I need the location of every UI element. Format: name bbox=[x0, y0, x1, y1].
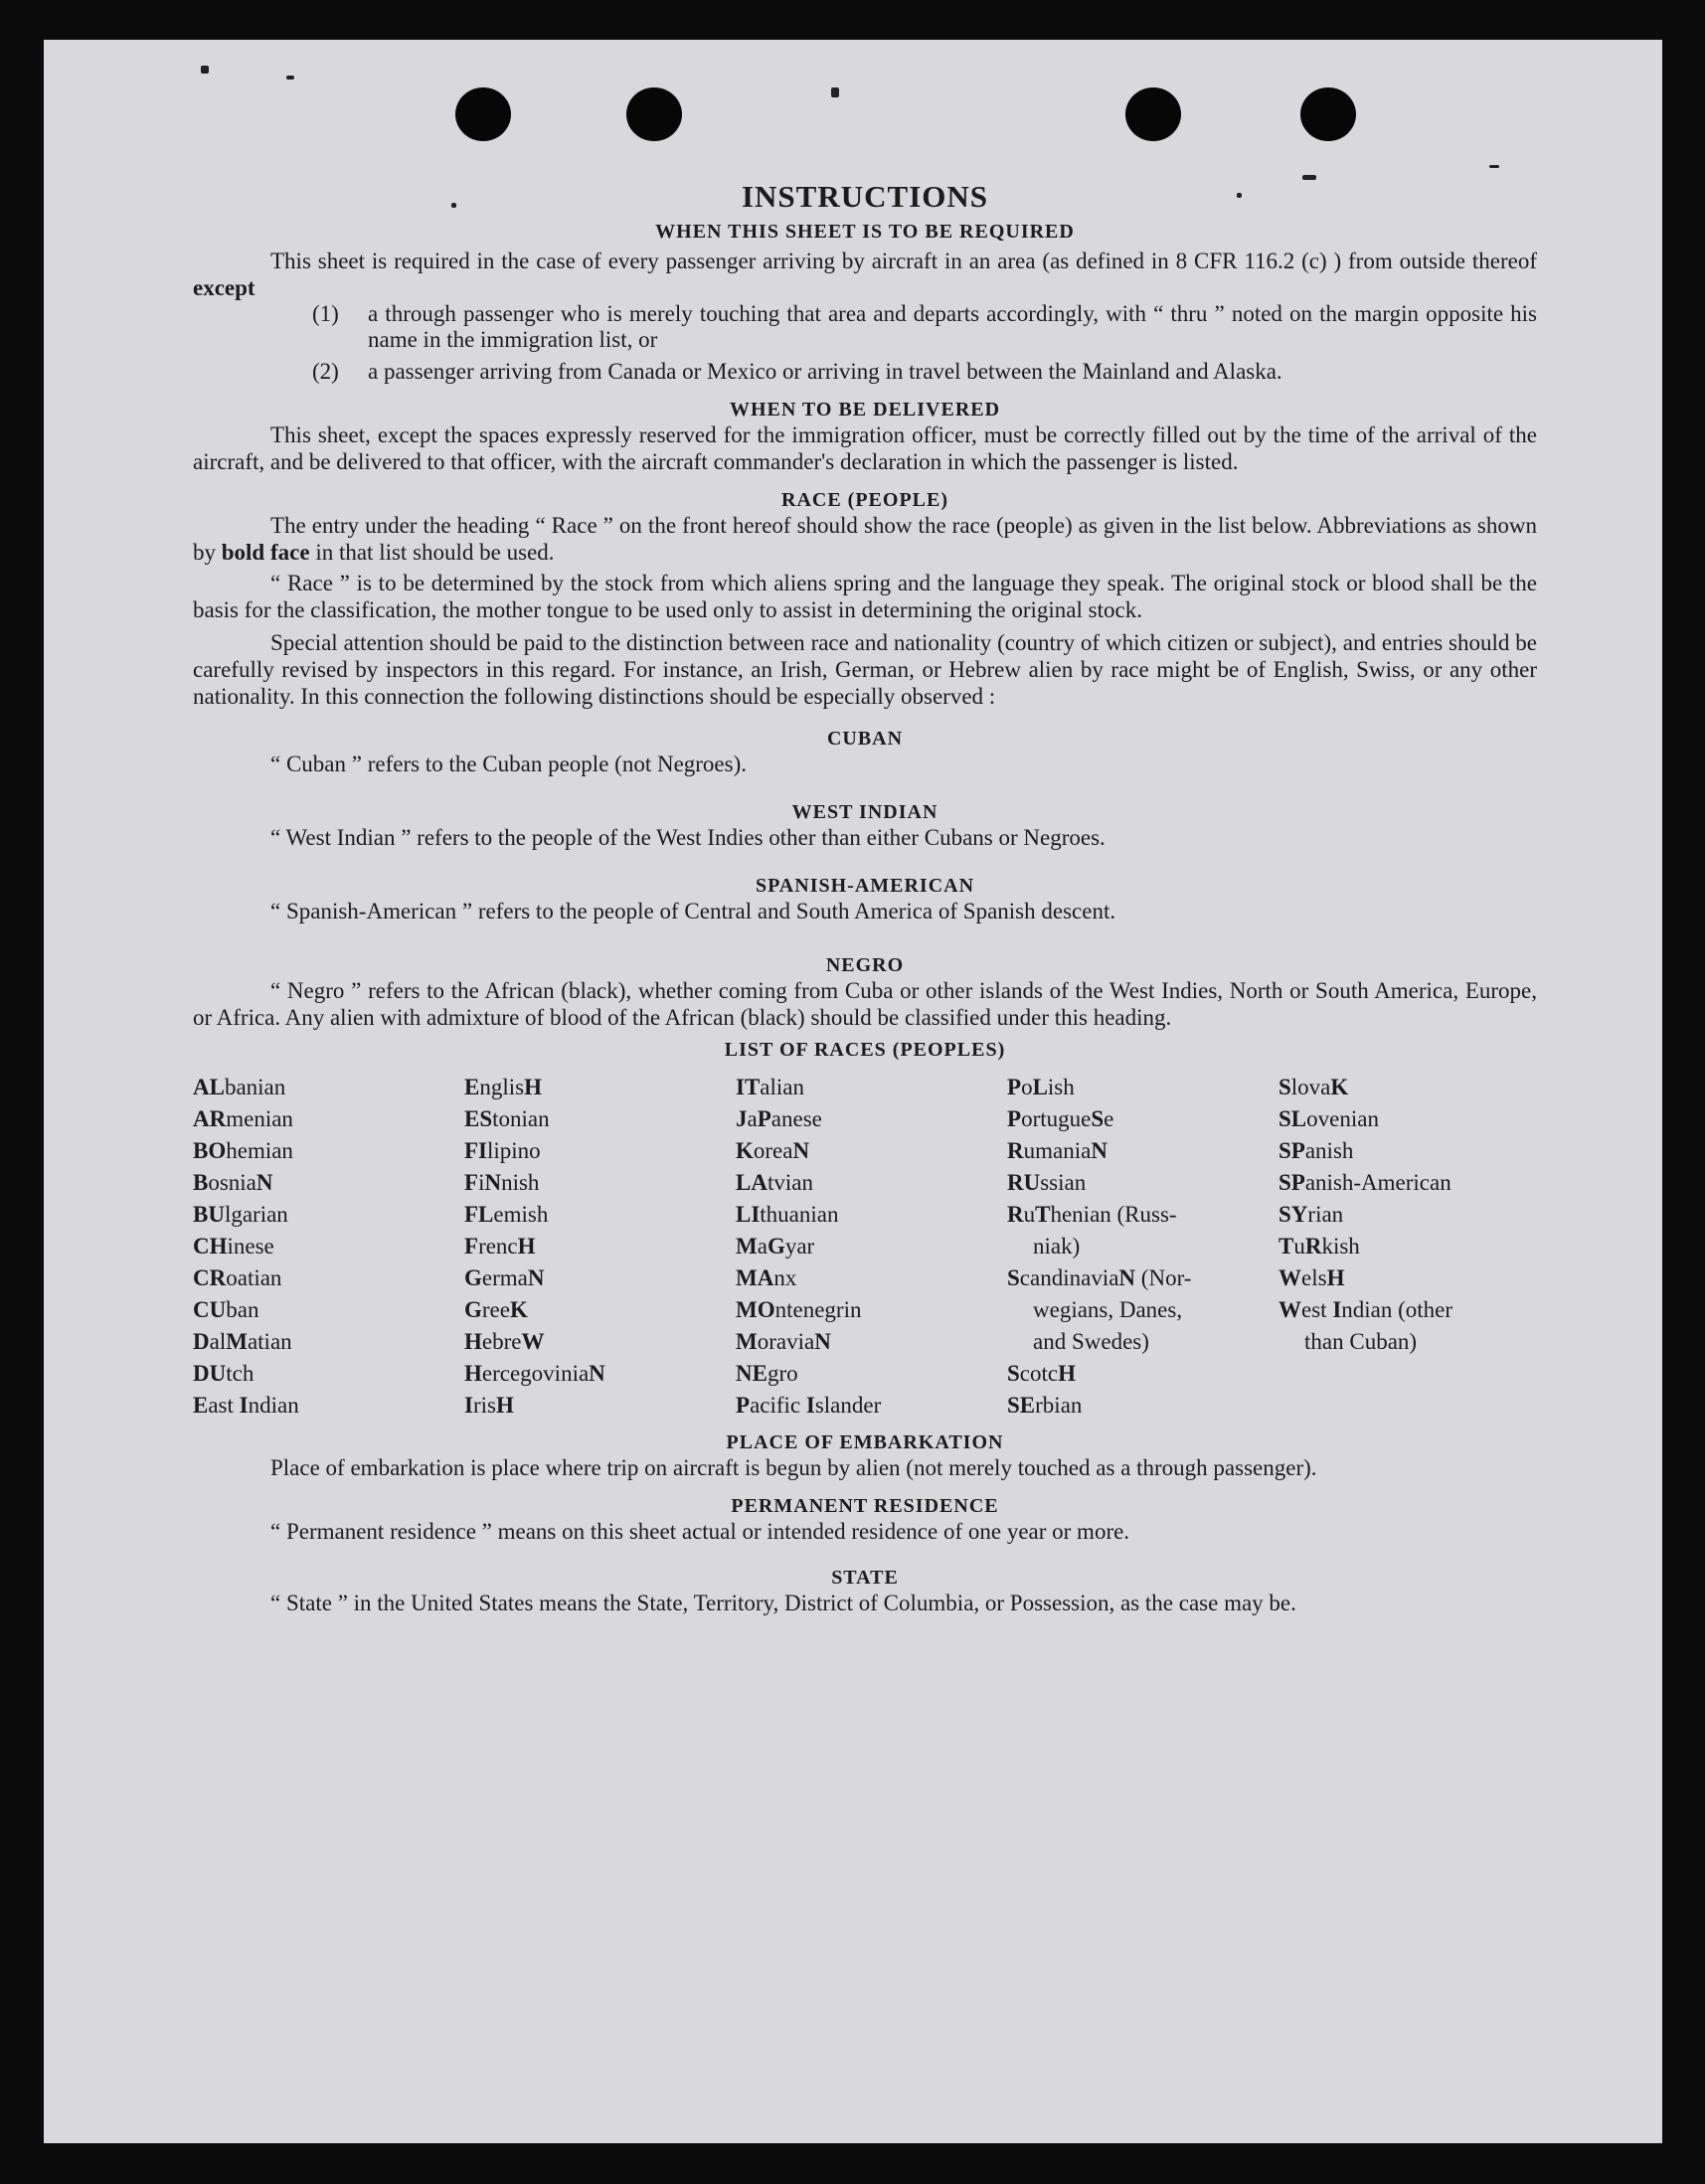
race-abbreviation: E bbox=[193, 1393, 209, 1418]
bold-face-text: bold face bbox=[221, 540, 310, 565]
race-text: ssian bbox=[1040, 1170, 1087, 1195]
heading-west-indian: WEST INDIAN bbox=[791, 801, 938, 823]
paragraph-text: This sheet is required in the case of every passenger arriving by aircraft in an area (as defined in 8 CFR 116.2 (c) ) from outside thereof bbox=[270, 249, 1537, 273]
race-entry bbox=[464, 1199, 736, 1231]
paragraph-state: “ State ” in the United States means the State, Territory, District of Columbia, or Possession, as the case may be. bbox=[270, 1591, 1296, 1615]
race-text: ovenian bbox=[1306, 1106, 1379, 1131]
race-entry bbox=[736, 1326, 1007, 1358]
race-text: lgarian bbox=[224, 1202, 288, 1227]
race-abbreviation: R bbox=[1007, 1202, 1024, 1227]
paragraph-spanish-american: “ Spanish-American ” refers to the people of Central and South America of Spanish descent. bbox=[270, 899, 1116, 924]
race-text: tch bbox=[226, 1361, 255, 1386]
race-abbreviation: ES bbox=[464, 1106, 493, 1131]
races-column bbox=[1007, 1072, 1279, 1422]
race-abbreviation: MO bbox=[736, 1297, 775, 1322]
heading-when-required: WHEN THIS SHEET IS TO BE REQUIRED bbox=[655, 221, 1075, 243]
race-abbreviation: I bbox=[1332, 1297, 1342, 1322]
race-abbreviation: RU bbox=[1007, 1170, 1041, 1195]
race-text: anish-American bbox=[1304, 1170, 1451, 1195]
race-abbreviation: D bbox=[193, 1329, 210, 1354]
race-abbreviation: W bbox=[521, 1329, 545, 1354]
race-text: tonian bbox=[492, 1106, 550, 1131]
race-abbreviation: I bbox=[805, 1393, 815, 1418]
paragraph-when-delivered: This sheet, except the spaces expressly reserved for the immigration officer, must be correctly filled out by the time of the arrival of the aircraft, and be delivered to that officer, with the aircraft commander's declaration in which the passenger is listed. bbox=[193, 422, 1537, 474]
race-text: al bbox=[209, 1329, 227, 1354]
race-entry bbox=[193, 1167, 464, 1199]
paragraph-permanent-residence: “ Permanent residence ” means on this sheet actual or intended residence of one year or more. bbox=[270, 1519, 1130, 1544]
race-text: ish bbox=[1047, 1075, 1075, 1099]
race-entry-continuation: and Swedes) bbox=[1033, 1329, 1149, 1354]
races-column bbox=[464, 1072, 736, 1422]
race-abbreviation: M bbox=[736, 1234, 758, 1259]
race-text: a bbox=[747, 1106, 758, 1131]
race-abbreviation: BO bbox=[193, 1138, 227, 1163]
race-entry bbox=[193, 1072, 464, 1103]
race-entry bbox=[736, 1167, 1007, 1199]
race-text: ndian bbox=[248, 1393, 299, 1418]
race-entry bbox=[736, 1103, 1007, 1135]
race-text: ortugue bbox=[1021, 1106, 1092, 1131]
race-text: (Nor- bbox=[1135, 1265, 1192, 1290]
race-text: orea bbox=[753, 1138, 793, 1163]
race-abbreviation: N bbox=[792, 1138, 810, 1163]
race-text: oravia bbox=[757, 1329, 815, 1354]
exception-item bbox=[312, 301, 1537, 353]
race-text: inese bbox=[227, 1234, 274, 1259]
race-text: u bbox=[1023, 1202, 1036, 1227]
race-entry bbox=[464, 1135, 736, 1167]
paragraph-cuban: “ Cuban ” refers to the Cuban people (not Negroes). bbox=[270, 752, 748, 776]
race-entry bbox=[193, 1294, 464, 1326]
race-text: anese bbox=[770, 1106, 822, 1131]
item-number: (1) bbox=[312, 301, 339, 326]
heading-state: STATE bbox=[831, 1567, 899, 1589]
races-list bbox=[193, 1072, 1537, 1422]
race-abbreviation: H bbox=[1326, 1265, 1345, 1290]
race-abbreviation: M bbox=[226, 1329, 248, 1354]
race-text: i bbox=[478, 1170, 485, 1195]
race-abbreviation: F bbox=[464, 1170, 479, 1195]
race-abbreviation: SP bbox=[1279, 1138, 1305, 1163]
paragraph-race-2: “ Race ” is to be determined by the stock from which aliens spring and the language they speak. The original stock or blood shall be the basis for the classification, the mother tongue to be used only to assist in determining the original stock. bbox=[193, 571, 1537, 622]
race-text: kish bbox=[1321, 1234, 1360, 1259]
race-entry bbox=[1279, 1294, 1537, 1326]
race-abbreviation: N bbox=[1091, 1138, 1108, 1163]
race-abbreviation: MA bbox=[736, 1265, 774, 1290]
race-entry bbox=[1279, 1262, 1537, 1294]
race-abbreviation: K bbox=[736, 1138, 754, 1163]
race-text: alian bbox=[760, 1075, 804, 1099]
race-abbreviation: NE bbox=[736, 1361, 767, 1386]
race-abbreviation: N bbox=[814, 1329, 831, 1354]
race-entry bbox=[1007, 1390, 1279, 1422]
race-entry bbox=[1279, 1167, 1537, 1199]
race-abbreviation: S bbox=[1007, 1361, 1020, 1386]
exception-item bbox=[312, 359, 1537, 385]
paragraph-race-3: Special attention should be paid to the distinction between race and nationality (country of which citizen or subject), and entries should be carefully revised by inspectors in this regard. For instance, an Irish, German, or Hebrew alien by race might be of English, Swiss, or any other nationality. In this connection the following distinctions should be especially observed : bbox=[193, 630, 1537, 709]
race-abbreviation: P bbox=[1007, 1075, 1022, 1099]
paragraph-west-indian: “ West Indian ” refers to the people of the West Indies other than either Cubans or Negroes. bbox=[270, 825, 1106, 850]
race-text: cotc bbox=[1019, 1361, 1059, 1386]
race-abbreviation: IT bbox=[736, 1075, 761, 1099]
race-text: lova bbox=[1290, 1075, 1331, 1099]
speck-mark bbox=[831, 87, 839, 97]
race-entry-continuation: wegians, Danes, bbox=[1033, 1297, 1183, 1322]
race-text: nish bbox=[501, 1170, 540, 1195]
race-entry bbox=[1007, 1135, 1279, 1167]
paragraph-text: in that list should be used. bbox=[315, 540, 555, 565]
race-abbreviation: W bbox=[1279, 1297, 1301, 1322]
speck-mark bbox=[286, 76, 294, 80]
race-entry bbox=[1007, 1199, 1279, 1231]
document-sheet bbox=[44, 40, 1662, 2143]
item-number: (2) bbox=[312, 359, 339, 384]
race-text: u bbox=[1293, 1234, 1305, 1259]
race-abbreviation: S bbox=[1091, 1106, 1105, 1131]
race-entry bbox=[193, 1135, 464, 1167]
race-abbreviation: SY bbox=[1279, 1202, 1308, 1227]
race-text: oatian bbox=[226, 1265, 282, 1290]
paragraph-text: The entry under the heading “ Race ” on the front hereof should show the race (people) as given in the list below. Abbreviations as shown by bbox=[193, 513, 1537, 565]
races-column bbox=[193, 1072, 464, 1422]
race-abbreviation: FL bbox=[464, 1202, 494, 1227]
race-entry bbox=[1279, 1072, 1537, 1103]
race-abbreviation: AL bbox=[193, 1075, 225, 1099]
race-abbreviation: P bbox=[1007, 1106, 1022, 1131]
race-text: rbian bbox=[1035, 1393, 1083, 1418]
page-title: INSTRUCTIONS bbox=[741, 179, 988, 214]
race-entry bbox=[193, 1199, 464, 1231]
race-text: ercegovinia bbox=[481, 1361, 590, 1386]
race-text: acific bbox=[750, 1393, 806, 1418]
race-abbreviation: I bbox=[239, 1393, 249, 1418]
race-text: ntenegrin bbox=[774, 1297, 862, 1322]
race-text: rian bbox=[1307, 1202, 1344, 1227]
race-text: henian (Russ- bbox=[1050, 1202, 1177, 1227]
race-text: hemian bbox=[226, 1138, 293, 1163]
race-abbreviation: R bbox=[1304, 1234, 1322, 1259]
race-text: ree bbox=[481, 1297, 510, 1322]
item-text: a through passenger who is merely touching that area and departs accordingly, with “ thru ” noted on the margin opposite his name in the immigration list, or bbox=[368, 301, 1537, 352]
race-entry bbox=[193, 1231, 464, 1262]
race-abbreviation: T bbox=[1035, 1202, 1051, 1227]
heading-list-of-races: LIST OF RACES (PEOPLES) bbox=[724, 1039, 1006, 1061]
race-abbreviation: H bbox=[495, 1393, 514, 1418]
race-abbreviation: CR bbox=[193, 1265, 227, 1290]
race-text: yar bbox=[784, 1234, 815, 1259]
race-text: osnia bbox=[208, 1170, 256, 1195]
heading-spanish-american: SPANISH-AMERICAN bbox=[755, 875, 975, 897]
punch-hole bbox=[626, 87, 682, 141]
race-entry bbox=[464, 1231, 736, 1262]
heading-embarkation: PLACE OF EMBARKATION bbox=[726, 1431, 1004, 1453]
race-text: atian bbox=[247, 1329, 292, 1354]
race-entry bbox=[464, 1294, 736, 1326]
heading-when-delivered: WHEN TO BE DELIVERED bbox=[729, 399, 1001, 420]
race-text: menian bbox=[226, 1106, 293, 1131]
race-abbreviation: L bbox=[1032, 1075, 1048, 1099]
race-text: slander bbox=[814, 1393, 882, 1418]
speck-mark bbox=[201, 66, 209, 74]
punch-hole bbox=[455, 87, 511, 141]
race-abbreviation: R bbox=[1007, 1138, 1024, 1163]
race-text: banian bbox=[224, 1075, 286, 1099]
race-entry bbox=[464, 1103, 736, 1135]
race-text: a bbox=[757, 1234, 767, 1259]
race-entry bbox=[736, 1358, 1007, 1390]
race-text: renc bbox=[478, 1234, 518, 1259]
races-column bbox=[736, 1072, 1007, 1422]
race-text: ebre bbox=[481, 1329, 522, 1354]
race-entry bbox=[193, 1358, 464, 1390]
race-abbreviation: AR bbox=[193, 1106, 227, 1131]
race-text: e bbox=[1104, 1106, 1114, 1131]
race-text: ban bbox=[226, 1297, 259, 1322]
race-abbreviation: H bbox=[1058, 1361, 1076, 1386]
race-abbreviation: N bbox=[589, 1361, 605, 1386]
race-abbreviation: FI bbox=[464, 1138, 487, 1163]
race-text: anish bbox=[1304, 1138, 1354, 1163]
race-abbreviation: K bbox=[1330, 1075, 1349, 1099]
race-entry bbox=[736, 1231, 1007, 1262]
race-entry bbox=[464, 1326, 736, 1358]
race-abbreviation: H bbox=[464, 1361, 482, 1386]
race-text: els bbox=[1301, 1265, 1327, 1290]
race-abbreviation: DU bbox=[193, 1361, 227, 1386]
race-abbreviation: F bbox=[464, 1234, 479, 1259]
race-entry bbox=[736, 1390, 1007, 1422]
heading-negro: NEGRO bbox=[825, 954, 905, 976]
race-abbreviation: H bbox=[464, 1329, 482, 1354]
races-column bbox=[1279, 1072, 1537, 1422]
race-text: nx bbox=[773, 1265, 797, 1290]
paragraph-when-required bbox=[193, 248, 1537, 301]
punch-hole bbox=[1125, 87, 1181, 141]
race-text: erma bbox=[481, 1265, 528, 1290]
race-text: ast bbox=[208, 1393, 240, 1418]
race-entry bbox=[1279, 1135, 1537, 1167]
race-text: emish bbox=[493, 1202, 549, 1227]
race-abbreviation: S bbox=[1007, 1265, 1020, 1290]
race-entry bbox=[736, 1199, 1007, 1231]
race-abbreviation: N bbox=[484, 1170, 502, 1195]
speck-mark bbox=[1489, 165, 1499, 168]
race-entry bbox=[464, 1390, 736, 1422]
race-abbreviation: LI bbox=[736, 1202, 761, 1227]
race-entry bbox=[464, 1262, 736, 1294]
race-abbreviation: SE bbox=[1007, 1393, 1036, 1418]
heading-race: RACE (PEOPLE) bbox=[781, 489, 948, 511]
race-abbreviation: H bbox=[517, 1234, 536, 1259]
race-entry bbox=[193, 1390, 464, 1422]
race-text: nglis bbox=[479, 1075, 525, 1099]
race-abbreviation: B bbox=[193, 1170, 209, 1195]
race-abbreviation: P bbox=[757, 1106, 771, 1131]
race-text: gro bbox=[767, 1361, 798, 1386]
race-entry bbox=[1279, 1199, 1537, 1231]
race-text: thuanian bbox=[760, 1202, 839, 1227]
race-abbreviation: SP bbox=[1279, 1170, 1305, 1195]
race-abbreviation: G bbox=[464, 1297, 482, 1322]
race-entry bbox=[193, 1262, 464, 1294]
race-abbreviation: W bbox=[1279, 1265, 1301, 1290]
race-entry bbox=[1007, 1262, 1279, 1294]
race-entry bbox=[193, 1103, 464, 1135]
race-abbreviation: T bbox=[1279, 1234, 1294, 1259]
race-entry bbox=[464, 1358, 736, 1390]
race-text: est bbox=[1301, 1297, 1333, 1322]
race-entry bbox=[1279, 1231, 1537, 1262]
race-abbreviation: K bbox=[509, 1297, 528, 1322]
race-abbreviation: H bbox=[524, 1075, 542, 1099]
race-abbreviation: S bbox=[1279, 1075, 1291, 1099]
race-entry bbox=[1007, 1103, 1279, 1135]
race-text: o bbox=[1021, 1075, 1033, 1099]
race-entry-continuation: than Cuban) bbox=[1304, 1329, 1418, 1354]
race-text: ris bbox=[472, 1393, 496, 1418]
race-abbreviation: N bbox=[1118, 1265, 1136, 1290]
race-entry bbox=[736, 1294, 1007, 1326]
race-entry bbox=[193, 1326, 464, 1358]
race-abbreviation: BU bbox=[193, 1202, 225, 1227]
race-entry bbox=[736, 1262, 1007, 1294]
race-abbreviation: CU bbox=[193, 1297, 227, 1322]
paragraph-negro: “ Negro ” refers to the African (black), whether coming from Cuba or other islands of the West Indies, North or South America, Europe, or Africa. Any alien with admixture of blood of the African (black) should be classified under this heading. bbox=[193, 978, 1537, 1030]
race-text: ndian (other bbox=[1341, 1297, 1453, 1322]
item-text: a passenger arriving from Canada or Mexico or arriving in travel between the Mainland and Alaska. bbox=[368, 359, 1282, 384]
bold-except: except bbox=[193, 275, 256, 300]
paragraph-embarkation: Place of embarkation is place where trip on aircraft is begun by alien (not merely touched as a through passenger). bbox=[270, 1455, 1317, 1480]
race-text: umania bbox=[1023, 1138, 1092, 1163]
heading-permanent-residence: PERMANENT RESIDENCE bbox=[731, 1495, 999, 1517]
race-abbreviation: P bbox=[736, 1393, 751, 1418]
paragraph-race-1 bbox=[193, 512, 1537, 566]
race-abbreviation: CH bbox=[193, 1234, 228, 1259]
race-entry-continuation: niak) bbox=[1033, 1234, 1081, 1259]
race-abbreviation: LA bbox=[736, 1170, 767, 1195]
race-entry bbox=[736, 1072, 1007, 1103]
race-entry bbox=[1007, 1167, 1279, 1199]
race-abbreviation: N bbox=[256, 1170, 273, 1195]
race-text: tvian bbox=[767, 1170, 813, 1195]
race-text: candinavia bbox=[1019, 1265, 1119, 1290]
race-entry bbox=[464, 1167, 736, 1199]
race-abbreviation: E bbox=[464, 1075, 480, 1099]
race-entry bbox=[464, 1072, 736, 1103]
race-abbreviation: SL bbox=[1279, 1106, 1307, 1131]
race-entry bbox=[1279, 1103, 1537, 1135]
punch-hole bbox=[1300, 87, 1356, 141]
instructions-content bbox=[193, 179, 1537, 1616]
race-entry bbox=[736, 1135, 1007, 1167]
heading-cuban: CUBAN bbox=[826, 728, 904, 750]
exception-list bbox=[193, 301, 1537, 385]
race-entry bbox=[1007, 1358, 1279, 1390]
race-abbreviation: G bbox=[464, 1265, 482, 1290]
race-entry bbox=[1007, 1072, 1279, 1103]
race-abbreviation: I bbox=[464, 1393, 473, 1418]
race-abbreviation: G bbox=[767, 1234, 785, 1259]
race-text: lipino bbox=[487, 1138, 541, 1163]
race-abbreviation: N bbox=[527, 1265, 545, 1290]
race-abbreviation: M bbox=[736, 1329, 758, 1354]
race-abbreviation: J bbox=[736, 1106, 748, 1131]
